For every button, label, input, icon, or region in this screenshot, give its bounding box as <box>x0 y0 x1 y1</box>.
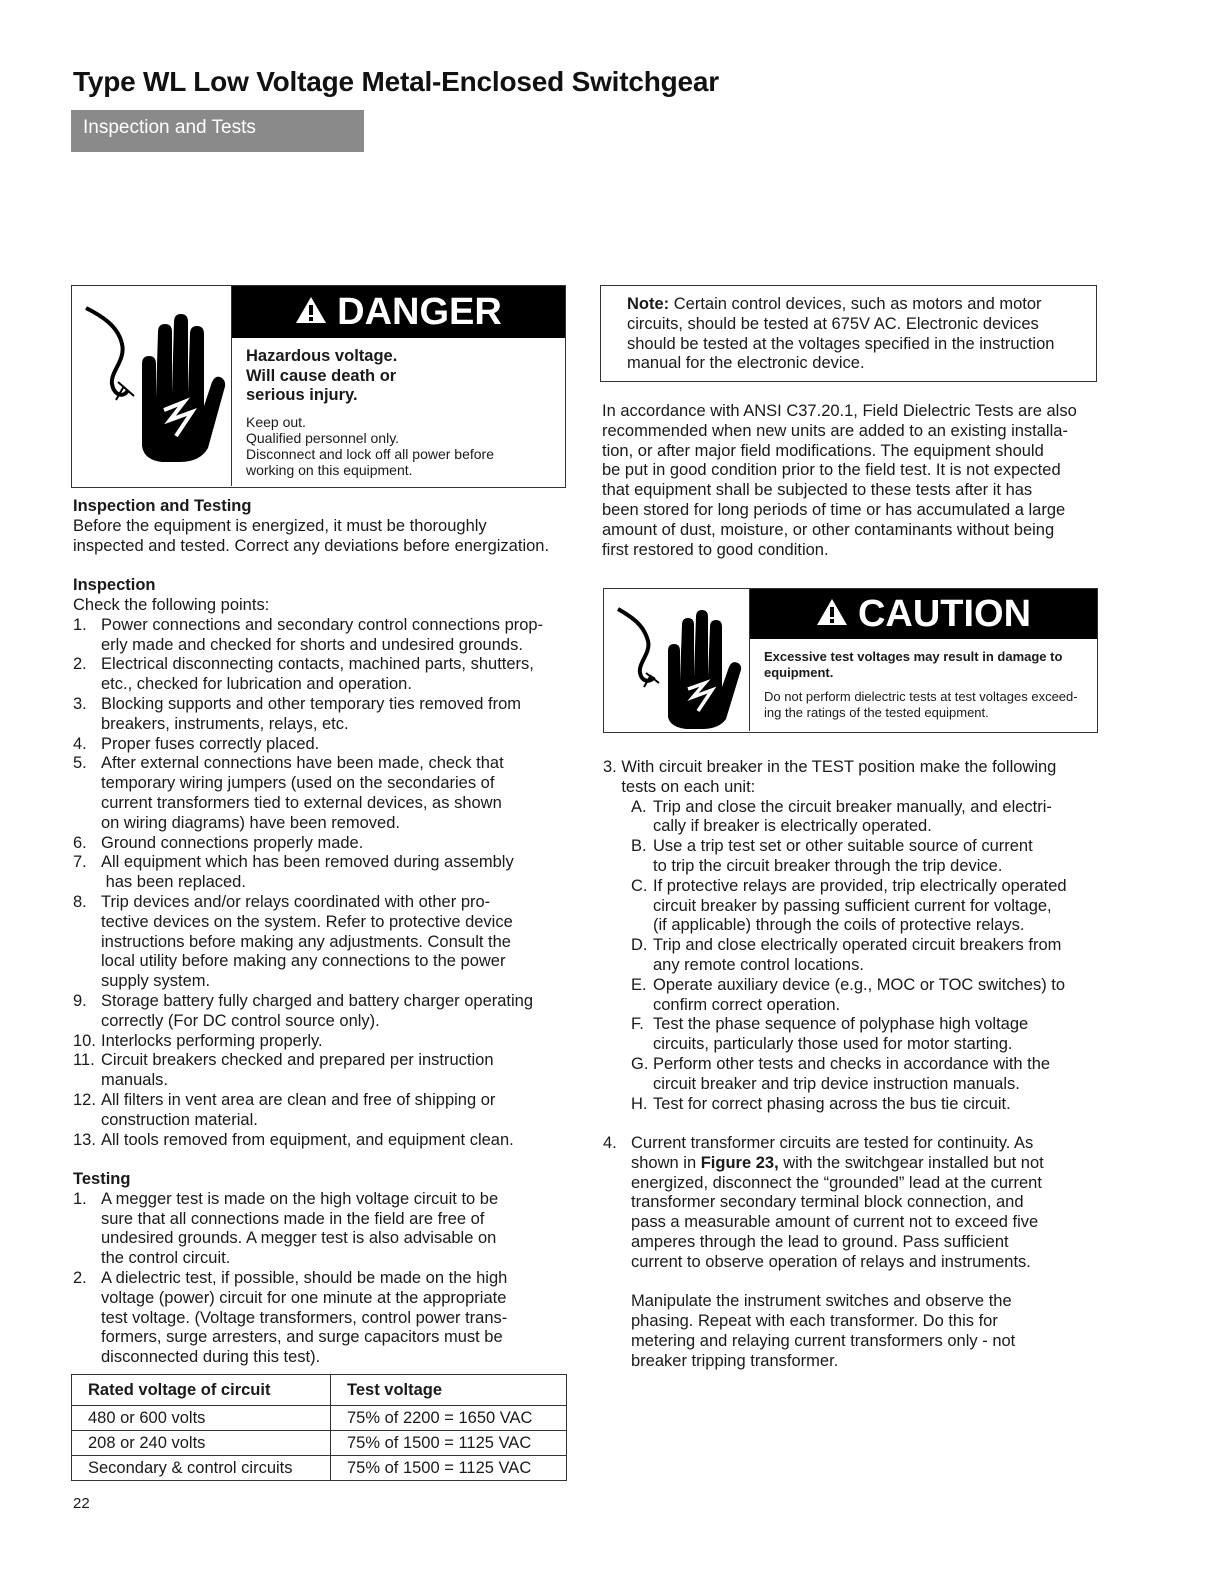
danger-header <box>232 286 565 338</box>
step-3-intro: 3. With circuit breaker in the TEST position make the following <box>603 758 1057 776</box>
list-item-line: erly made and checked for shorts and undesired grounds. <box>101 635 523 654</box>
list-item <box>73 1190 573 1269</box>
list-item-number: F. <box>631 1015 644 1034</box>
list-item-number: 1. <box>73 615 87 634</box>
list-item <box>73 1131 573 1151</box>
caution-box <box>603 588 1098 733</box>
list-item-number: 2. <box>73 655 87 674</box>
list-item-line: Perform other tests and checks in accordance with the <box>653 1054 1051 1073</box>
list-item-number: 13. <box>73 1130 96 1149</box>
step-4-line: transformer secondary terminal block connection, and <box>631 1193 1024 1212</box>
list-item-line: disconnected during this test). <box>101 1348 321 1367</box>
table-header-cell: Rated voltage of circuit <box>72 1375 331 1406</box>
list-item-number: 4. <box>73 734 87 753</box>
list-item-number: D. <box>631 936 648 955</box>
list-item-line: supply system. <box>101 972 211 991</box>
list-item <box>603 1095 1103 1115</box>
list-item-line: A megger test is made on the high voltage circuit to be <box>101 1189 499 1208</box>
list-item-line: voltage (power) circuit for one minute at the appropriate <box>101 1288 507 1307</box>
intro-text-line: inspected and tested. Correct any deviations before energization. <box>73 536 550 555</box>
list-item-number: 3. <box>73 694 87 713</box>
caution-headline-line: equipment. <box>764 665 834 680</box>
list-item-line: Trip devices and/or relays coordinated with other pro- <box>101 892 491 911</box>
table-row <box>72 1431 567 1456</box>
step-4-line: Manipulate the instrument switches and observe the <box>631 1292 1012 1311</box>
list-item-line: Use a trip test set or other suitable source of current <box>653 837 1033 856</box>
list-item-number: 12. <box>73 1090 96 1109</box>
caution-label: CAUTION <box>857 592 1032 635</box>
list-item-line: any remote control locations. <box>653 955 864 974</box>
paragraph-line: first restored to good condition. <box>602 540 829 559</box>
list-item-number: 7. <box>73 853 87 872</box>
list-item <box>73 1269 573 1368</box>
list-item <box>603 936 1103 976</box>
list-item <box>603 976 1103 1016</box>
table-cell: 75% of 2200 = 1650 VAC <box>331 1406 567 1431</box>
table-row <box>72 1456 567 1481</box>
warning-triangle-icon <box>816 593 848 636</box>
list-item <box>603 1055 1103 1095</box>
table-cell: 208 or 240 volts <box>72 1431 331 1456</box>
table-header-cell: Test voltage <box>331 1375 567 1406</box>
paragraph-line: been stored for long periods of time or has accumulated a large <box>602 500 1066 519</box>
list-item-line: formers, surge arresters, and surge capacitors must be <box>101 1328 503 1347</box>
list-item-line: Storage battery fully charged and battery charger operating <box>101 991 534 1010</box>
list-item-line: circuit breaker and trip device instruction manuals. <box>653 1074 1020 1093</box>
list-item-line: tective devices on the system. Refer to protective device <box>101 912 513 931</box>
list-item-line: etc., checked for lubrication and operation. <box>101 675 412 694</box>
list-item-number: B. <box>631 837 647 856</box>
danger-headline <box>246 347 397 406</box>
intro-text-line: Before the equipment is energized, it must be thoroughly <box>73 516 487 535</box>
list-item <box>73 992 573 1032</box>
danger-headline-line: serious injury. <box>246 386 358 404</box>
step-4-line: amperes through the lead to ground. Pass sufficient <box>631 1232 1009 1251</box>
list-item <box>73 1091 573 1131</box>
list-item-line: circuit breaker by passing sufficient current for voltage, <box>653 896 1052 915</box>
list-item-line: After external connections have been made, check that <box>101 754 504 773</box>
list-item-line: current transformers tied to external devices, as shown <box>101 793 502 812</box>
inspection-list <box>73 616 573 1151</box>
list-item-line: cally if breaker is electrically operated. <box>653 817 932 836</box>
list-item-line: to trip the circuit breaker through the trip device. <box>653 856 1003 875</box>
page-title: Type WL Low Voltage Metal-Enclosed Switchgear <box>73 66 719 97</box>
step-3-intro: tests on each unit: <box>603 777 756 796</box>
list-item <box>73 834 573 854</box>
list-item <box>73 853 573 893</box>
left-column <box>73 497 573 1368</box>
list-item-line: Test the phase sequence of polyphase high voltage <box>653 1015 1029 1034</box>
paragraph-line: that equipment shall be subjected to these tests after it has <box>602 481 1033 500</box>
step-4 <box>603 1134 1103 1372</box>
list-item-line: Electrical disconnecting contacts, machined parts, shutters, <box>101 655 534 674</box>
list-item-line: Ground connections properly made. <box>101 833 364 852</box>
note-text-line: should be tested at the voltages specified in the instruction <box>627 334 1055 353</box>
warning-triangle-icon <box>295 291 327 334</box>
list-item-line: Blocking supports and other temporary ties removed from <box>101 694 522 713</box>
list-item-line: If protective relays are provided, trip electrically operated <box>653 876 1067 895</box>
list-item-number: 2. <box>73 1269 87 1288</box>
list-item-line: correctly (For DC control source only). <box>101 1011 380 1030</box>
section-tab: Inspection and Tests <box>71 110 364 152</box>
step-4-text: with the switchgear installed but not <box>778 1153 1044 1172</box>
danger-headline-line: Will cause death or <box>246 366 397 385</box>
list-item-line: Trip and close the circuit breaker manually, and electri- <box>653 797 1052 816</box>
list-item-number: 1. <box>73 1189 87 1208</box>
list-item-number: 6. <box>73 833 87 852</box>
paragraph-line: be put in good condition prior to the field test. It is not expected <box>602 461 1061 480</box>
list-item-number: G. <box>631 1054 649 1073</box>
list-item-line: All tools removed from equipment, and equipment clean. <box>101 1130 514 1149</box>
list-item-number: 8. <box>73 892 87 911</box>
list-item <box>603 798 1103 838</box>
figure-reference: Figure 23, <box>700 1153 779 1172</box>
list-item <box>603 837 1103 877</box>
danger-label: DANGER <box>337 290 502 333</box>
list-item-line: Trip and close electrically operated circuit breakers from <box>653 936 1062 955</box>
list-item-number: E. <box>631 975 647 994</box>
list-item-line: All equipment which has been removed during assembly <box>101 853 514 872</box>
list-item-line: construction material. <box>101 1110 258 1129</box>
list-item-line: the control circuit. <box>101 1249 231 1268</box>
list-item-line: Proper fuses correctly placed. <box>101 734 320 753</box>
inspection-heading: Inspection <box>73 576 156 595</box>
list-item <box>73 1051 573 1091</box>
list-item-line: has been replaced. <box>101 873 246 892</box>
list-item <box>73 754 573 833</box>
list-item-number: 9. <box>73 991 87 1010</box>
note-text-line: circuits, should be tested at 675V AC. Electronic devices <box>627 314 1039 333</box>
intro-heading: Inspection and Testing <box>73 497 252 515</box>
danger-body-line: Disconnect and lock off all power before <box>246 446 494 462</box>
page-number: 22 <box>73 1495 90 1512</box>
list-item <box>603 1015 1103 1055</box>
list-item <box>73 616 573 656</box>
danger-body-line: working on this equipment. <box>246 462 413 478</box>
list-item-line: Operate auxiliary device (e.g., MOC or TOC switches) to <box>653 975 1066 994</box>
list-item-line: Power connections and secondary control connections prop- <box>101 615 544 634</box>
list-item-number: H. <box>631 1094 648 1113</box>
list-item-line: A dielectric test, if possible, should be made on the high <box>101 1269 508 1288</box>
table-row <box>72 1406 567 1431</box>
list-item-line: circuits, particularly those used for motor starting. <box>653 1035 1013 1054</box>
step-4-line: phasing. Repeat with each transformer. Do this for <box>631 1312 998 1331</box>
list-item-line: instructions before making any adjustments. Consult the <box>101 932 511 951</box>
list-item-line: undesired grounds. A megger test is also advisable on <box>101 1229 497 1248</box>
note-label: Note: <box>627 295 670 313</box>
step-4-line: breaker tripping transformer. <box>631 1351 839 1370</box>
paragraph-line: In accordance with ANSI C37.20.1, Field Dielectric Tests are also <box>602 402 1077 420</box>
danger-body-line: Keep out. <box>246 414 306 430</box>
list-item-number: 5. <box>73 754 87 773</box>
list-item <box>73 695 573 735</box>
caution-body-line: ing the ratings of the tested equipment. <box>764 705 989 720</box>
list-item-line: Interlocks performing properly. <box>101 1031 323 1050</box>
testing-heading: Testing <box>73 1170 131 1189</box>
paragraph-line: tion, or after major field modifications. The equipment should <box>602 441 1044 460</box>
caution-body <box>764 689 1078 721</box>
list-item-number: A. <box>631 797 647 816</box>
paragraph-line: amount of dust, moisture, or other contaminants without being <box>602 520 1055 539</box>
list-item <box>73 735 573 755</box>
test-voltage-table <box>71 1374 567 1481</box>
danger-box <box>71 285 566 488</box>
caution-headline-line: Excessive test voltages may result in damage to <box>764 649 1063 664</box>
caution-headline <box>764 649 1062 681</box>
ansi-paragraph <box>602 402 1102 560</box>
step-3-list <box>603 798 1103 1115</box>
list-item-line: manuals. <box>101 1071 168 1090</box>
note-box <box>600 285 1097 382</box>
step-4-line: metering and relaying current transformers only - not <box>631 1331 1016 1350</box>
caution-body-line: Do not perform dielectric tests at test voltages exceed- <box>764 689 1078 704</box>
list-item-line: on wiring diagrams) have been removed. <box>101 813 400 832</box>
list-item <box>73 893 573 992</box>
list-item-line: breakers, instruments, relays, etc. <box>101 714 349 733</box>
hazard-hand-icon <box>72 286 232 486</box>
list-item-number: C. <box>631 876 648 895</box>
list-item-line: temporary wiring jumpers (used on the secondaries of <box>101 774 495 793</box>
table-header-row <box>72 1375 567 1406</box>
inspection-lead: Check the following points: <box>73 595 270 614</box>
list-item-line: (if applicable) through the coils of protective relays. <box>653 916 1025 935</box>
step-4-line <box>631 1154 1103 1174</box>
list-item <box>73 655 573 695</box>
list-item-line: All filters in vent area are clean and free of shipping or <box>101 1090 496 1109</box>
table-cell: 75% of 1500 = 1125 VAC <box>331 1456 567 1481</box>
list-item-number: 11. <box>73 1051 95 1070</box>
list-item <box>73 1032 573 1052</box>
step-4-text: shown in <box>631 1153 701 1172</box>
list-item-number: 10. <box>73 1031 96 1050</box>
table-cell: 75% of 1500 = 1125 VAC <box>331 1431 567 1456</box>
testing-list <box>73 1190 573 1368</box>
list-item-line: Circuit breakers checked and prepared per instruction <box>101 1051 494 1070</box>
list-item-line: local utility before making any connections to the power <box>101 952 506 971</box>
danger-body-line: Qualified personnel only. <box>246 430 400 446</box>
step-4-line: Current transformer circuits are tested for continuity. As <box>631 1134 1034 1152</box>
step-4-line: pass a measurable amount of current not to exceed five <box>631 1213 1039 1232</box>
list-item-line: test voltage. (Voltage transformers, control power trans- <box>101 1308 508 1327</box>
table-cell: 480 or 600 volts <box>72 1406 331 1431</box>
caution-header <box>750 589 1097 639</box>
note-text: Certain control devices, such as motors and motor <box>669 295 1042 313</box>
step-4-line: current to observe operation of relays and instruments. <box>631 1252 1031 1271</box>
list-item-line: Test for correct phasing across the bus tie circuit. <box>653 1094 1011 1113</box>
danger-headline-line: Hazardous voltage. <box>246 347 398 365</box>
danger-body <box>246 414 494 478</box>
paragraph-line: recommended when new units are added to an existing installa- <box>602 421 1068 440</box>
step-4-line: energized, disconnect the “grounded” lead at the current <box>631 1173 1042 1192</box>
step-3 <box>603 758 1103 1114</box>
list-item <box>603 877 1103 936</box>
list-item-line: sure that all connections made in the field are free of <box>101 1209 485 1228</box>
table-cell: Secondary & control circuits <box>72 1456 331 1481</box>
hazard-hand-icon <box>604 589 750 731</box>
list-item-line: confirm correct operation. <box>653 995 841 1014</box>
note-text-line: manual for the electronic device. <box>627 354 865 373</box>
step-4-number: 4. <box>603 1134 617 1152</box>
